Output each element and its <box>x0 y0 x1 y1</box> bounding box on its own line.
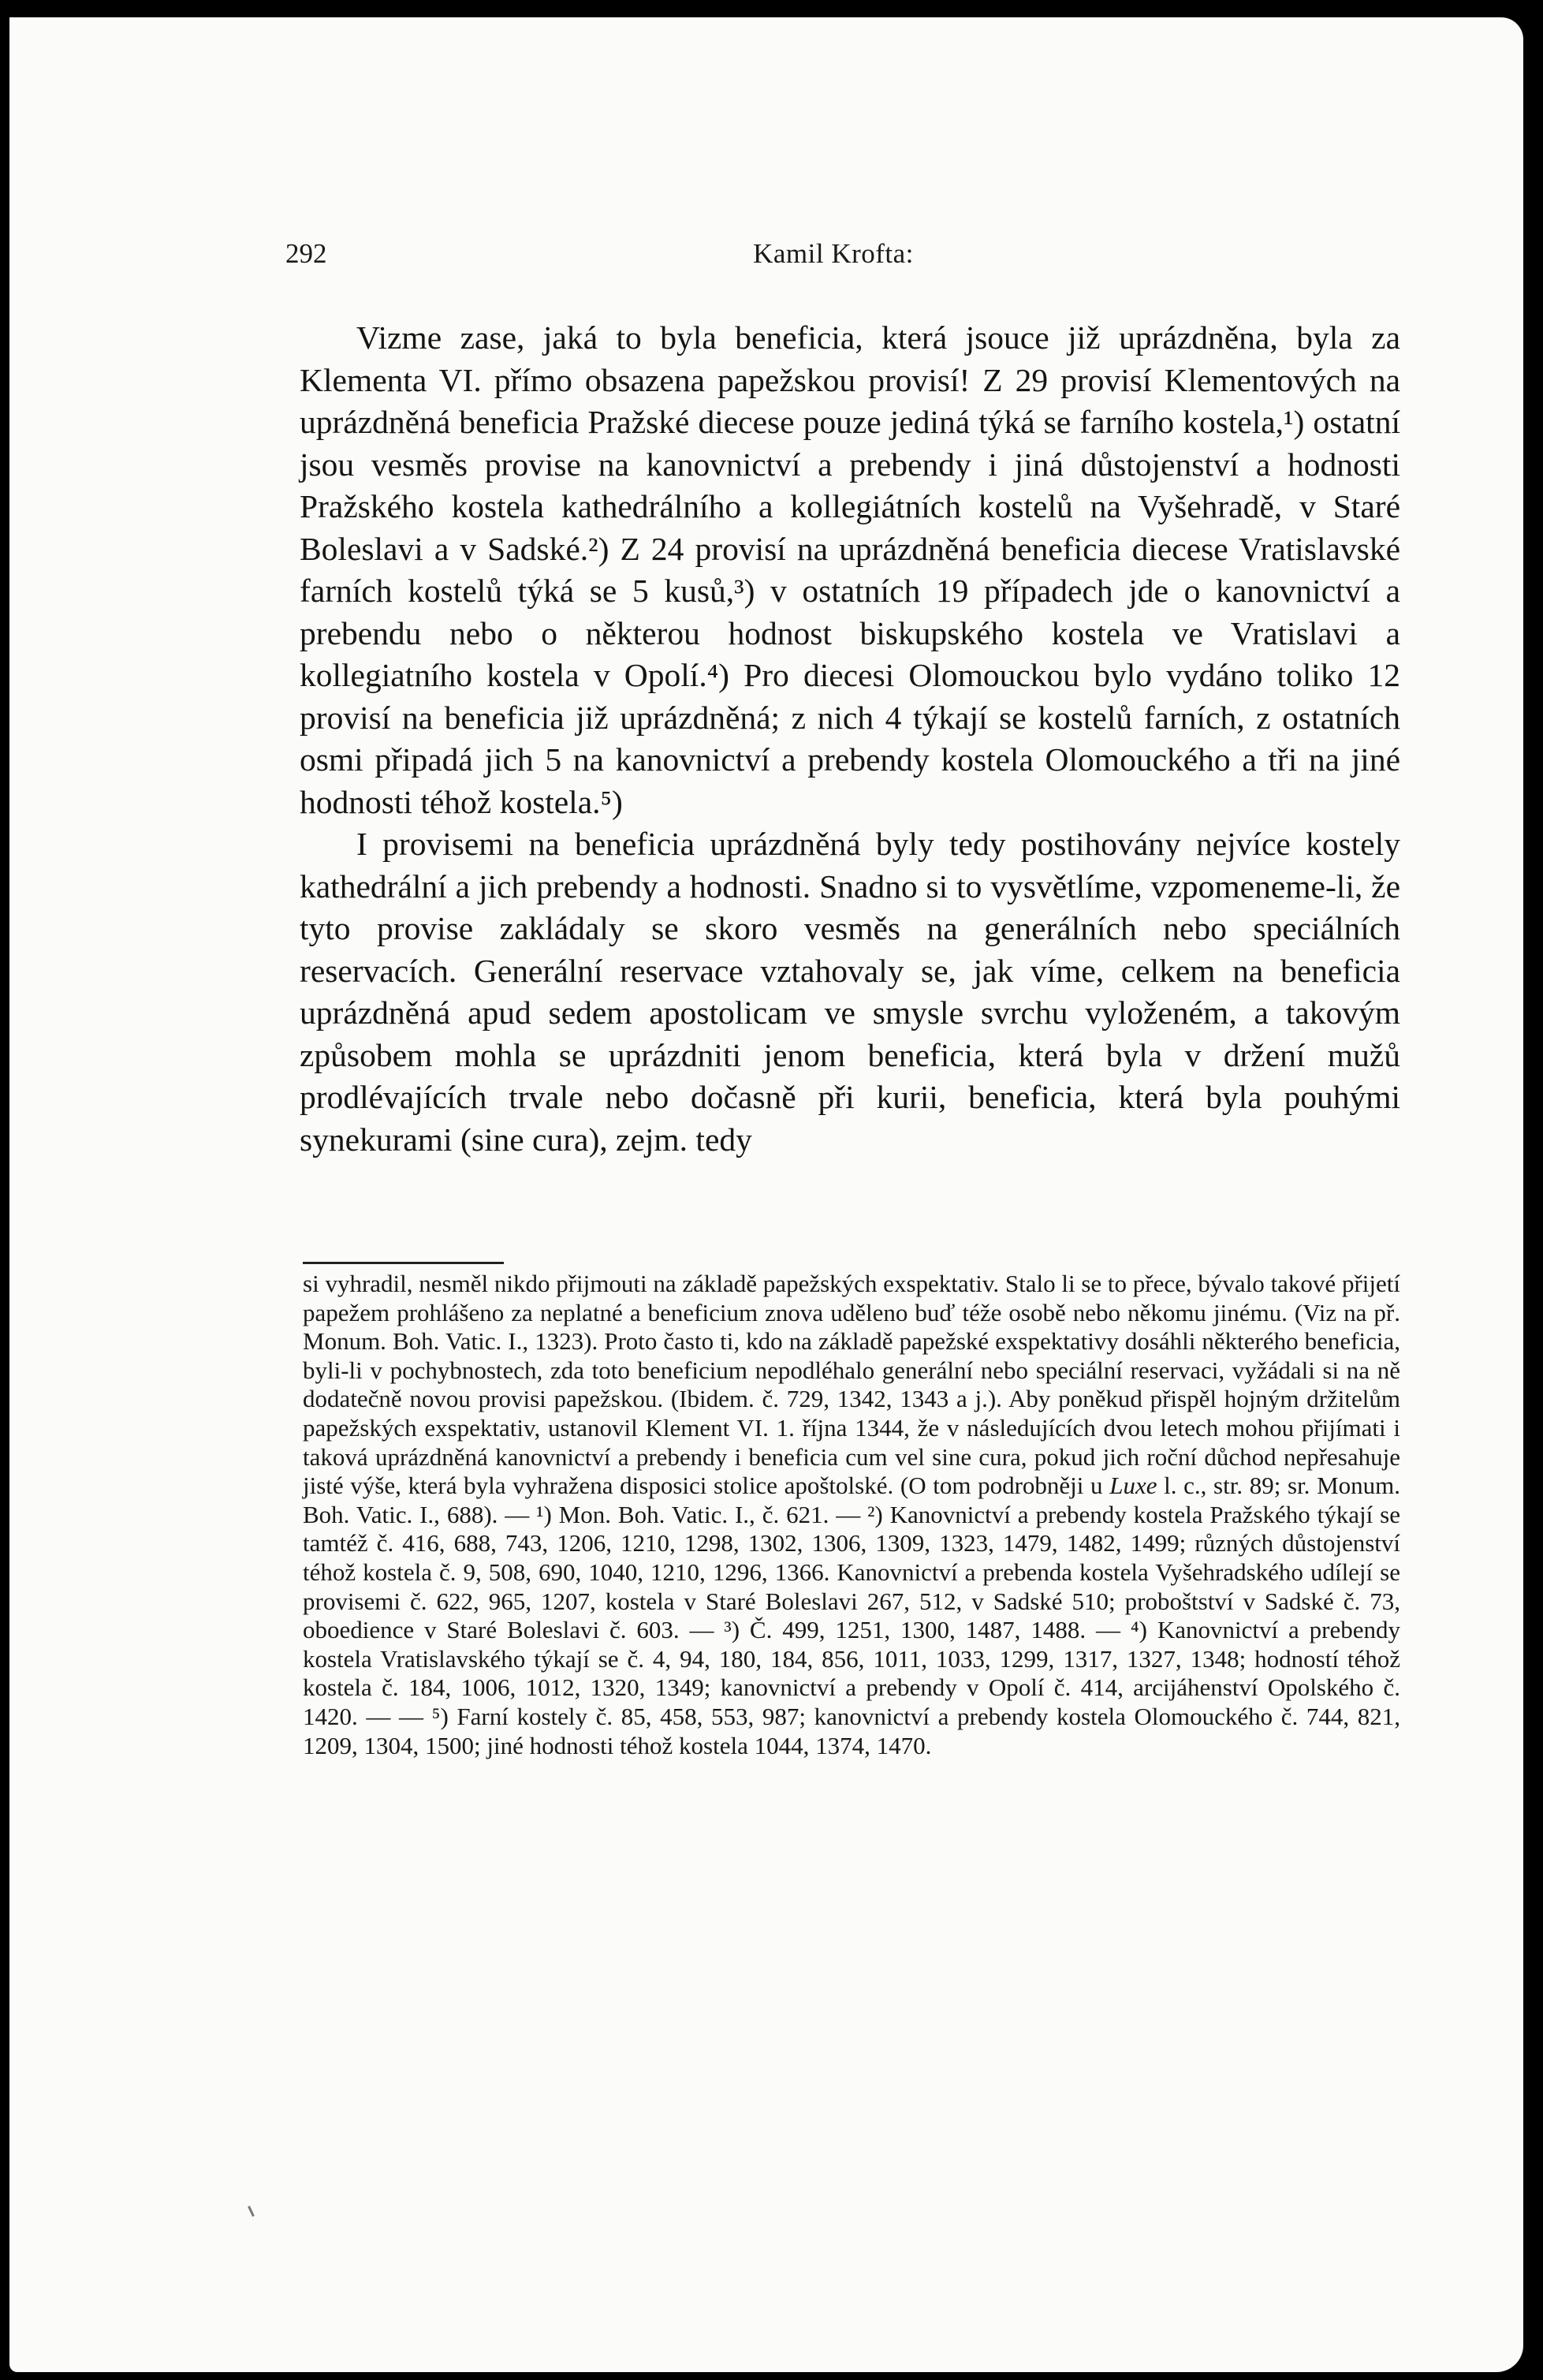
running-title: Kamil Krofta: <box>753 238 914 269</box>
scan-speck <box>248 2206 255 2217</box>
footnote-divider <box>303 1262 504 1264</box>
page-header <box>285 238 1381 270</box>
scanned-page <box>9 17 1523 2372</box>
paragraph: I provisemi na beneficia uprázdněná byly tedy postihovány nejvíce kostely kathedrální a jich prebendy a hodnosti. Snadno si to vysvětlíme, vzpomeneme-li, že tyto provise zakládaly se skoro vesměs na generálních nebo speciálních reservacích. Generální reservace vztahovaly se, jak víme, celkem na beneficia uprázdněná apud sedem apostolicam ve smysle svrchu vyloženém, a takovým způsobem mohla se uprázdniti jenom beneficia, která byla v držení mužů prodlévajících trvale nebo dočasně při kurii, beneficia, která byla pouhými synekurami (sine cura), zejm. tedy <box>300 826 1400 1158</box>
footnotes <box>303 1270 1400 1760</box>
page-number: 292 <box>285 238 327 269</box>
paragraph: Vizme zase, jaká to byla beneficia, která jsouce již uprázdněna, byla za Klementa VI. přímo obsazena papežskou provisí! Z 29 provisí Klementových na uprázdněná beneficia Pražské diecese pouze jediná týká se farního kostela,¹) ostatní jsou vesměs provise na kanovnictví a prebendy i jiná důstojenství a hodnosti Pražského kostela kathedrálního a kollegiátních kostelů na Vyšehradě, v Staré Boleslavi a v Sadské.²) Z 24 provisí na uprázdněná beneficia diecese Vratislavské farních kostelů týká se 5 kusů,³) v ostatních 19 případech jde o kanovnictví a prebendu nebo o některou hodnost biskupského kostela ve Vratislavi a kollegiatního kostela v Opolí.⁴) Pro diecesi Olomouckou bylo vydáno toliko 12 provisí na beneficia již uprázdněná; z nich 4 týkají se kostelů farních, z ostatních osmi připadá jich 5 na kanovnictví a prebendy kostela Olomouckého a tři na jiné hodnosti téhož kostela.⁵) <box>300 319 1400 820</box>
footnote-text: si vyhradil, nesměl nikdo přijmouti na základě papežských exspektativ. Stalo li se to přece, bývalo takové přijetí papežem prohlášeno za neplatné a beneficium znova uděleno buď téže osobě nebo někomu jinému. (Viz na př. Monum. Boh. Vatic. I., 1323). Proto často ti, kdo na základě papežské exspektativy dosáhli některého beneficia, byli-li v pochybnostech, zda toto beneficium nepodléhalo generální nebo speciální reservaci, vyžádali si na ně dodatečně novou provisi papežskou. (Ibidem. č. 729, 1342, 1343 a j.). Aby poněkud přispěl hojným držitelům papežských exspektativ, ustanovil Klement VI. 1. října 1344, že v následujících dvou letech mohou přijímati i taková uprázdněná kanovnictví a prebendy i beneficia cum vel sine cura, pokud jich roční důchod nepřesahuje jisté výše, která byla vyhražena disposici stolice apoštolské. (O tom podrobněji u <box>303 1270 1400 1500</box>
footnote-text: l. c., str. 89; sr. Monum. Boh. Vatic. I., 688). — ¹) Mon. Boh. Vatic. I., č. 621. — ²) Kanovnictví a prebendy kostela Pražského týkají se tamtéž č. 416, 688, 743, 1206, 1210, 1298, 1302, 1306, 1309, 1323, 1479, 1482, 1499; různých důstojenství téhož kostela č. 9, 508, 690, 1040, 1210, 1296, 1366. Kanovnictví a prebenda kostela Vyšehradského udílejí se provisemi č. 622, 965, 1207, kostela v Staré Boleslavi 267, 512, v Sadské 510; proboštství v Sadské č. 73, oboedience v Staré Boleslavi č. 603. — ³) Č. 499, 1251, 1300, 1487, 1488. — ⁴) Kanovnictví a prebendy kostela Vratislavského týkají se č. 4, 94, 180, 184, 856, 1011, 1033, 1299, 1317, 1327, 1348; hodností téhož kostela č. 184, 1006, 1012, 1320, 1349; kanovnictví a prebendy v Opolí č. 414, arcijáhenství Opolského č. 1420. — — ⁵) Farní kostely č. 85, 458, 553, 987; kanovnictví a prebendy kostela Olomouckého č. 744, 821, 1209, 1304, 1500; jiné hodnosti téhož kostela 1044, 1374, 1470. <box>303 1472 1401 1759</box>
footnote-author-name: Luxe <box>1109 1472 1157 1500</box>
main-text <box>300 317 1400 1161</box>
